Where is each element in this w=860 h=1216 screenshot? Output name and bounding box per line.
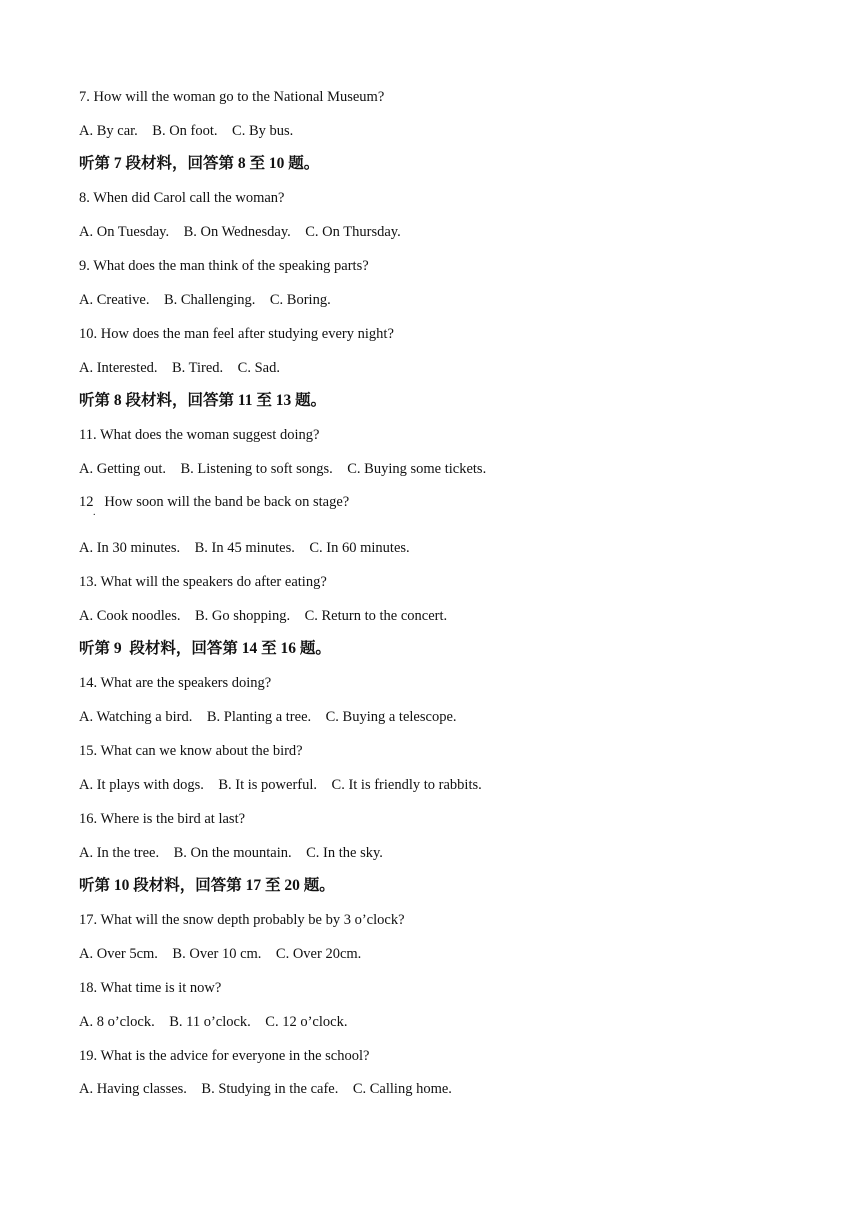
question-text: 16. Where is the bird at last?	[79, 811, 246, 827]
answer-options: A. Cook noodles. B. Go shopping. C. Return to the concert.	[79, 608, 448, 624]
answer-options: A. On Tuesday. B. On Wednesday. C. On Thursday.	[79, 224, 401, 240]
stray-dot-mark: .	[93, 507, 96, 518]
answer-options: A. Having classes. B. Studying in the cafe. C. Calling home.	[79, 1081, 452, 1097]
question-text: 12 How soon will the band be back on stage?	[79, 494, 350, 510]
answer-options: A. In the tree. B. On the mountain. C. In the sky.	[79, 845, 383, 861]
answer-options: A. 8 o’clock. B. 11 o’clock. C. 12 o’clock.	[79, 1014, 348, 1030]
answer-options: A. Creative. B. Challenging. C. Boring.	[79, 292, 331, 308]
question-text: 8. When did Carol call the woman?	[79, 190, 285, 206]
section-heading: 听第 10 段材料，回答第 17 至 20 题。	[79, 877, 335, 894]
question-text: 13. What will the speakers do after eating?	[79, 574, 327, 590]
question-text: 9. What does the man think of the speaking parts?	[79, 258, 369, 274]
section-heading: 听第 8 段材料，回答第 11 至 13 题。	[79, 392, 327, 409]
question-text: 11. What does the woman suggest doing?	[79, 427, 320, 443]
answer-options: A. Getting out. B. Listening to soft songs. C. Buying some tickets.	[79, 461, 487, 477]
answer-options: A. Over 5cm. B. Over 10 cm. C. Over 20cm.	[79, 946, 362, 962]
question-text: 10. How does the man feel after studying every night?	[79, 326, 394, 342]
question-text: 15. What can we know about the bird?	[79, 743, 303, 759]
answer-options: A. In 30 minutes. B. In 45 minutes. C. In 60 minutes.	[79, 540, 410, 556]
answer-options: A. It plays with dogs. B. It is powerful. C. It is friendly to rabbits.	[79, 777, 482, 793]
section-heading: 听第 9 段材料，回答第 14 至 16 题。	[79, 640, 331, 657]
question-text: 18. What time is it now?	[79, 980, 222, 996]
question-text: 17. What will the snow depth probably be by 3 o’clock?	[79, 912, 405, 928]
answer-options: A. By car. B. On foot. C. By bus.	[79, 123, 294, 139]
answer-options: A. Interested. B. Tired. C. Sad.	[79, 360, 280, 376]
answer-options: A. Watching a bird. B. Planting a tree. C. Buying a telescope.	[79, 709, 457, 725]
question-text: 14. What are the speakers doing?	[79, 675, 272, 691]
question-text: 19. What is the advice for everyone in the school?	[79, 1048, 370, 1064]
section-heading: 听第 7 段材料，回答第 8 至 10 题。	[79, 155, 320, 172]
question-text: 7. How will the woman go to the National Museum?	[79, 89, 385, 105]
